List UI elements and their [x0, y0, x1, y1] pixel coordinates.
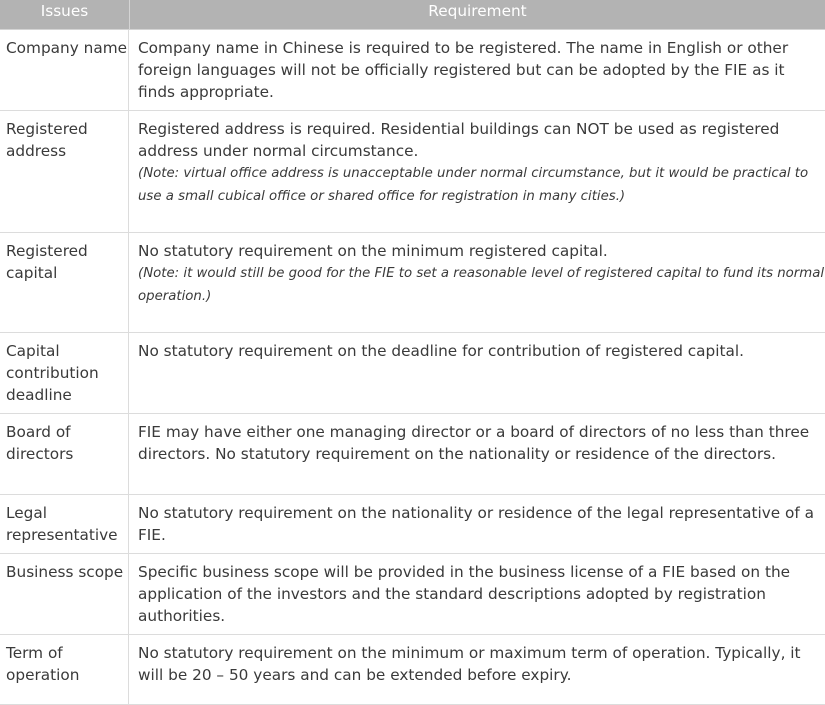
requirement-note: (Note: virtual office address is unacceptable under normal circumstance, but it would be practical to use a small cubical office or shared office for registration in many cities.)	[138, 166, 809, 204]
requirement-cell	[129, 554, 825, 634]
issue-cell: Board of directors	[0, 414, 129, 494]
requirement-cell	[129, 414, 825, 494]
requirement-cell	[129, 333, 825, 413]
issue-cell: Term of operation	[0, 635, 129, 704]
table-row	[0, 495, 825, 554]
requirement-text: Specific business scope will be provided in the business license of a FIE based on the application of the investors and the standard descriptions adopted by registration authorities.	[138, 563, 791, 625]
table-row	[0, 554, 825, 635]
requirement-cell	[129, 635, 825, 704]
table-row	[0, 333, 825, 414]
table-row	[0, 233, 825, 333]
table-row	[0, 30, 825, 111]
requirement-cell	[129, 233, 825, 332]
requirement-cell	[129, 30, 825, 110]
issue-cell: Legal representative	[0, 495, 129, 553]
requirement-cell	[129, 111, 825, 232]
table-row	[0, 635, 825, 705]
issue-cell: Capital contribution deadline	[0, 333, 129, 413]
requirement-text: No statutory requirement on the nationality or residence of the legal representative of a FIE.	[138, 504, 815, 544]
issue-cell: Business scope	[0, 554, 129, 634]
requirement-cell	[129, 495, 825, 553]
requirement-text: No statutory requirement on the deadline for contribution of registered capital.	[138, 342, 745, 360]
header-issues: Issues	[0, 0, 130, 29]
requirement-text: No statutory requirement on the minimum registered capital.	[138, 242, 608, 260]
issue-cell: Registered address	[0, 111, 129, 232]
header-requirement: Requirement	[428, 2, 527, 20]
table-row	[0, 414, 825, 495]
requirement-text: Registered address is required. Residential buildings can NOT be used as registered address under normal circumstance.	[138, 120, 780, 160]
requirement-note: (Note: it would still be good for the FIE to set a reasonable level of registered capital to fund its normal operation.)	[138, 266, 825, 304]
issue-cell: Company name	[0, 30, 129, 110]
issue-cell: Registered capital	[0, 233, 129, 332]
table-row	[0, 111, 825, 233]
table-header	[0, 0, 825, 30]
requirement-text: FIE may have either one managing director or a board of directors of no less than three directors. No statutory requirement on the nationality or residence of the directors.	[138, 423, 810, 463]
requirement-text: No statutory requirement on the minimum or maximum term of operation. Typically, it will be 20 – 50 years and can be extended before expiry.	[138, 644, 801, 684]
requirement-text: Company name in Chinese is required to be registered. The name in English or other foreign languages will not be officially registered but can be adopted by the FIE as it finds appropriate.	[138, 39, 789, 101]
